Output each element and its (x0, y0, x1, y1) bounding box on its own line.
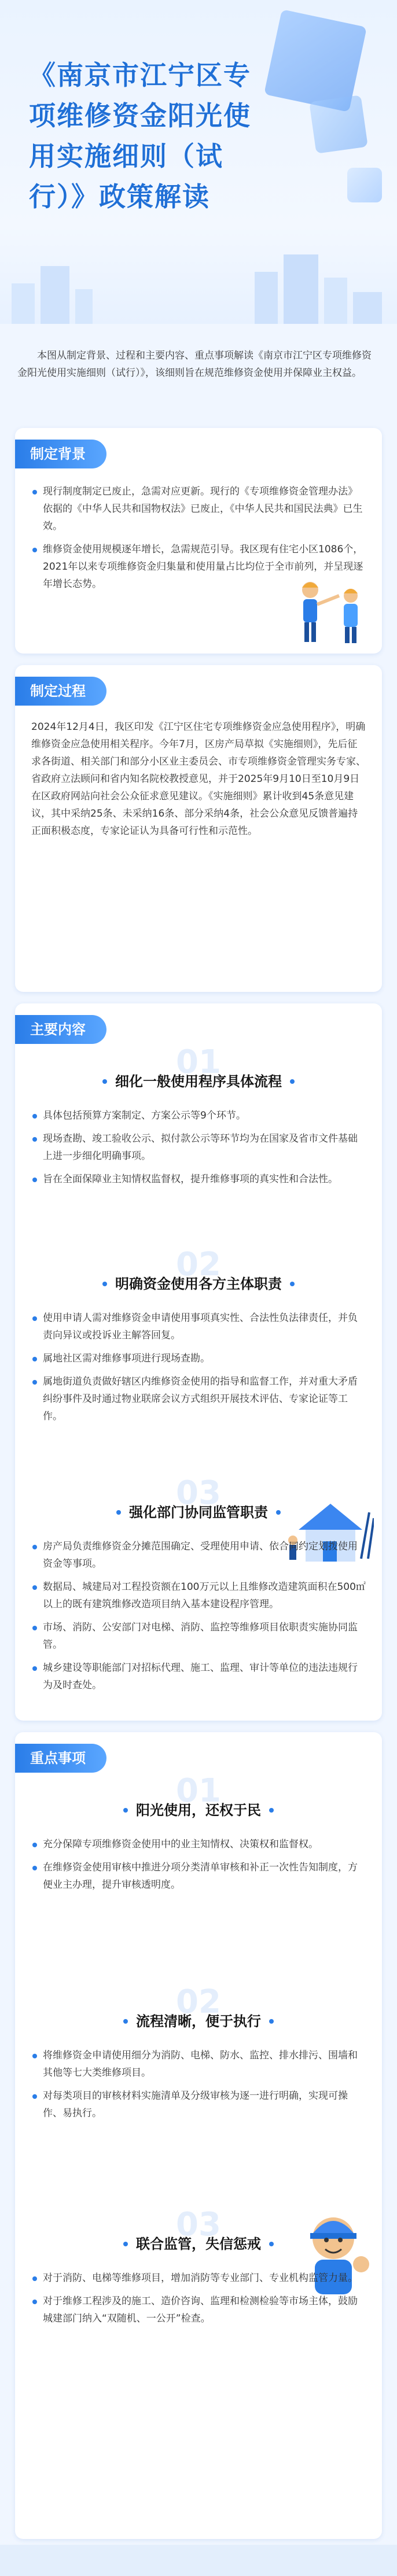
list-item: 属地街道负责做好辖区内维修资金使用的指导和监督工作，并对重大矛盾纠纷事件及时通过物业联席会议方式组织开展技术评估、专家论证等工作。 (31, 1373, 366, 1425)
intro-text: 本图从制定背景、过程和主要内容、重点事项解读《南京市江宁区专项维修资金阳光使用实施细则（试行）》，该细则旨在规范维修资金使用并保障业主权益。 (17, 350, 372, 379)
tag-process: 制定过程 (15, 677, 106, 706)
section-title: 流程清晰，便于执行 (121, 2004, 276, 2039)
card-main-content (15, 1003, 382, 1721)
main-section-1 (31, 1043, 366, 1194)
page-title: 《南京市江宁区专项维修资金阳光使用实施细则（试行）》政策解读 (29, 60, 251, 212)
list-item: 现场查勘、竣工验收公示、拟付款公示等环节均为在国家及省市文件基础上进一步细化明确事项。 (31, 1130, 366, 1165)
worker-illustration-icon (287, 573, 374, 648)
list-item: 属地社区需对维修事项进行现场查勘。 (31, 1350, 366, 1367)
list-item: 充分保障专项维修资金使用中的业主知情权、决策权和监督权。 (31, 1836, 366, 1853)
list-item: 对于消防、电梯等维修项目，增加消防等专业部门、专业机构监管力量。 (31, 2269, 366, 2287)
list-item: 市场、消防、公安部门对电梯、消防、监控等维修项目依职责实施协同监管。 (31, 1619, 366, 1654)
decor-skyline-icon (0, 243, 397, 324)
section-heading (31, 2206, 366, 2261)
header-banner (0, 0, 397, 324)
process-text: 2024年12月4日，我区印发《江宁区住宅专项维修资金应急使用程序》，明确维修资金应急使用相关程序。今年7月，区房产局草拟《实施细则》，先后征求各街道、相关部门和部分小区业主委员会、市专项维修资金管理实务专家、省政府立法顾问和省内知名院校教授意见，并于2025年9月10日至10月9日在区政府网站向社会公众征求意见建议。《实施细则》累计收到45条意见建议，其中采纳25条、未采纳16条、部分采纳4条，社会公众意见反馈普遍持正面积极态度，专家论证认为具备可行性和示范性。 (31, 721, 366, 837)
list-item: 数据局、城建局对工程投资额在100万元以上且维修改造建筑面积在500㎡以上的既有建筑维修改造项目纳入基本建设程序管理。 (31, 1578, 366, 1613)
section-title: 阳光使用，还权于民 (121, 1793, 276, 1828)
decor-cube-small (347, 168, 382, 202)
section-heading (31, 1246, 366, 1301)
list-item: 对每类项目的审核材料实施清单及分级审核为逐一进行明确，实现可操作、易执行。 (31, 2087, 366, 2122)
list-item: 具体包括预算方案制定、方案公示等9个环节。 (31, 1107, 366, 1124)
tag-background: 制定背景 (15, 440, 106, 468)
main-section-3 (31, 1474, 366, 1700)
list-item: 城乡建设等职能部门对招标代理、施工、监理、审计等单位的违法违规行为及时查处。 (31, 1659, 366, 1694)
list-item: 房产局负责维修资金分摊范围确定、受理使用申请、依合同约定划拨使用资金等事项。 (31, 1538, 366, 1573)
list-item: 在维修资金使用审核中推进分项分类清单审核和补正一次性告知制度，方便业主办理，提升审核透明度。 (31, 1859, 366, 1894)
main-section-2 (31, 1246, 366, 1431)
card-process (15, 665, 382, 992)
list-item: 使用申请人需对维修资金申请使用事项真实性、合法性负法律责任，并负责向异议或投诉业主解答回复。 (31, 1309, 366, 1344)
footer-band (0, 2545, 397, 2576)
tag-key-items: 重点事项 (15, 1744, 106, 1773)
key-section-3 (31, 2206, 366, 2333)
section-heading (31, 1772, 366, 1828)
tag-main-content: 主要内容 (15, 1015, 106, 1044)
list-item: 对于维修工程涉及的施工、造价咨询、监理和检测检验等市场主体，鼓励城建部门纳入“双随机、一公开”检查。 (31, 2293, 366, 2327)
section-title: 强化部门协同监管职责 (114, 1495, 283, 1530)
list-item: 将维修资金申请使用细分为消防、电梯、防水、监控、排水排污、围墙和其他等七大类维修项目。 (31, 2047, 366, 2082)
section-number: 03 (176, 2206, 221, 2243)
section-number: 03 (176, 1474, 221, 1512)
section-heading (31, 1474, 366, 1530)
section-number: 01 (176, 1772, 221, 1810)
card-background (15, 428, 382, 654)
list-item: 维修资金使用规模逐年增长，急需规范引导。我区现有住宅小区1086个，2021年以来专项维修资金归集量和使用量占比均位于全市前列，并呈现逐年增长态势。 (31, 541, 366, 593)
section-title: 细化一般使用程序具体流程 (100, 1064, 297, 1099)
section-heading (31, 1983, 366, 2039)
section-title: 联合监管，失信惩戒 (121, 2227, 276, 2261)
section-title: 明确资金使用各方主体职责 (100, 1267, 297, 1301)
list-item: 旨在全面保障业主知情权监督权，提升维修事项的真实性和合法性。 (31, 1171, 366, 1188)
list-item: 现行制度制定已废止，急需对应更新。现行的《专项维修资金管理办法》依据的《中华人民共和国物权法》已废止，《中华人民共和国民法典》已生效。 (31, 483, 366, 535)
key-section-1 (31, 1772, 366, 1899)
section-number: 02 (176, 1983, 221, 2021)
section-number: 02 (176, 1246, 221, 1283)
decor-cube-medium (309, 95, 368, 154)
section-heading (31, 1043, 366, 1099)
key-section-2 (31, 1983, 366, 2128)
section-number: 01 (176, 1043, 221, 1081)
card-key-items (15, 1732, 382, 2539)
